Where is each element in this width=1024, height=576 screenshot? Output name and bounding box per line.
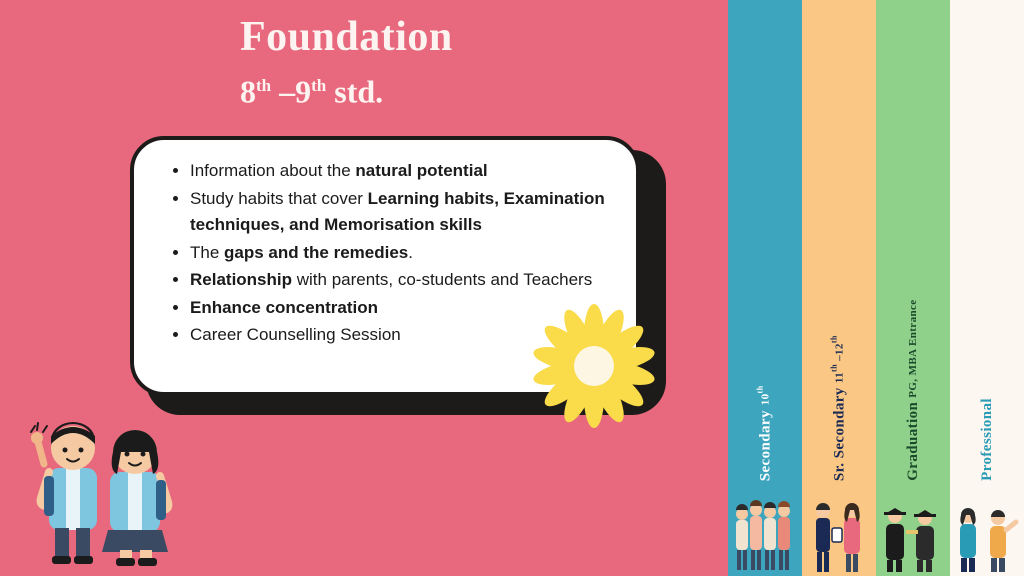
subtitle-separator: –9 [271,73,312,110]
stripe-professional[interactable] [950,0,1024,576]
stripe-label-main: Secondary [757,409,774,481]
pathway-stripes [728,0,1024,576]
stripe-label-sub: PG, MBA Entrance [907,299,919,398]
stripe-label-sub [755,385,772,406]
stripe-label-sub-tail: –12 [833,342,846,364]
sunflower-core [574,346,614,386]
school-kids-illustration [14,402,194,572]
stripe-secondary[interactable] [728,0,802,576]
subtitle-unit: std. [326,73,384,110]
stripe-label-main: Professional [979,398,995,481]
stripe-label-sub-text: 10 [759,393,772,406]
stripe-label-sub [829,334,846,383]
list-item [190,240,614,267]
list-item-emphasis: Learning habits, Examination techniques, and Memorisation skills [190,188,605,234]
list-item-emphasis: Enhance concentration [190,297,378,317]
stripe-sr-secondary[interactable] [802,0,876,576]
stripe-graduation[interactable] [876,0,950,576]
list-item-emphasis: gaps and the remedies [224,242,409,262]
stripe-label-sub-sup: th [755,385,765,394]
two-students-illustration [802,484,876,574]
stripe-label-secondary [756,386,775,481]
subtitle-sup-2: th [311,76,327,95]
page-subtitle [240,66,453,112]
list-item-text: with parents, co-students and Teachers [292,270,593,289]
stripe-label-sub-sup-2: th [829,334,839,343]
stripe-label-sub-sup: th [829,363,839,372]
subtitle-grade-from: 8 [240,73,256,110]
title-block [240,12,453,112]
list-item-emphasis: Relationship [190,270,293,289]
list-item [190,158,614,185]
list-item-emphasis: natural potential [355,161,488,180]
graduates-illustration [876,484,950,574]
stripe-label-professional [978,398,996,481]
list-item-text: Career Counselling Session [190,325,401,344]
list-item-text: Study habits that cover [190,188,368,208]
stripe-label-sr-secondary [830,335,849,481]
students-group-illustration [728,484,802,574]
stripe-label-main: Graduation [905,401,921,481]
page-title: Foundation [240,14,453,60]
list-item-text: Information about the [190,161,356,180]
stripe-label-sub-text: 11 [833,371,846,383]
list-item [190,186,614,239]
professionals-illustration [950,484,1024,574]
stripe-label-graduation [904,299,922,481]
list-item-text: . [408,242,413,262]
subtitle-sup-1: th [256,76,272,95]
stripe-label-main: Sr. Secondary [831,387,848,481]
list-item-text: The [190,242,225,262]
list-item [190,267,614,294]
sunflower-icon [530,302,658,430]
